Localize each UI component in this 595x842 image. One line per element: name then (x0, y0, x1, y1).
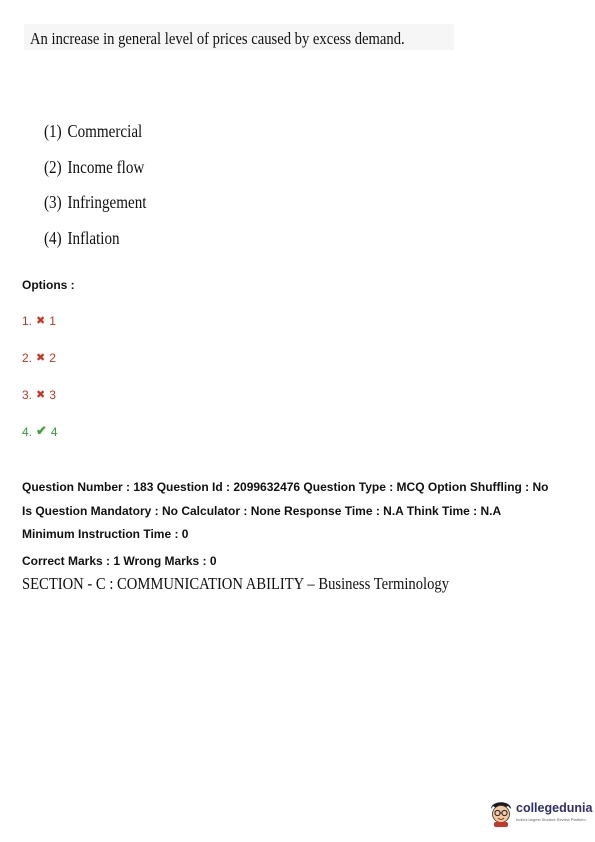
choice-item (44, 192, 146, 228)
brand-logo (488, 798, 593, 832)
choice-list (44, 121, 166, 263)
question-meta-line-1: Question Number : 183 Question Id : 2099632476 Question Type : MCQ Option Shuffling : No (22, 480, 549, 494)
option-index: 2. (22, 351, 33, 365)
option-index: 4. (22, 425, 33, 439)
marks-line: Correct Marks : 1 Wrong Marks : 0 (22, 554, 217, 568)
choice-label: Income flow (67, 156, 145, 177)
choice-number: (1) (44, 121, 62, 141)
cross-icon: ✖ (36, 352, 46, 364)
option-index: 3. (22, 388, 33, 402)
choice-item (44, 157, 146, 193)
answer-option-1 (22, 314, 58, 351)
section-heading: SECTION - C : COMMUNICATION ABILITY – Business Terminology (22, 574, 450, 593)
choice-label: Inflation (67, 227, 120, 248)
brand-name: collegedunia (516, 801, 593, 815)
question-meta-line-2: Is Question Mandatory : No Calculator : None Response Time : N.A Think Time : N.A (22, 504, 502, 518)
choice-item (44, 228, 146, 264)
options-heading: Options : (22, 278, 75, 292)
option-value: 2 (49, 351, 56, 365)
brand-tagline: India's largest Student Review Platform (516, 817, 586, 822)
question-meta-line-3: Minimum Instruction Time : 0 (22, 527, 189, 541)
mascot-logo-icon (488, 798, 514, 828)
answer-option-2 (22, 351, 58, 388)
question-text: An increase in general level of prices caused by excess demand. (30, 29, 405, 48)
option-value: 4 (50, 425, 58, 439)
option-value: 1 (49, 314, 56, 328)
option-index: 1. (22, 314, 33, 328)
choice-label: Commercial (67, 121, 143, 141)
cross-icon: ✖ (36, 315, 46, 327)
choice-item (44, 121, 146, 157)
choice-number: (3) (44, 192, 62, 212)
check-icon: ✔ (36, 423, 47, 438)
choice-label: Infringement (67, 192, 147, 212)
choice-number: (2) (44, 156, 62, 177)
answer-option-4 (22, 425, 58, 462)
option-value: 3 (49, 388, 56, 402)
choice-number: (4) (44, 227, 62, 248)
answer-options-list (22, 314, 58, 462)
answer-option-3 (22, 388, 58, 425)
cross-icon: ✖ (36, 389, 46, 401)
